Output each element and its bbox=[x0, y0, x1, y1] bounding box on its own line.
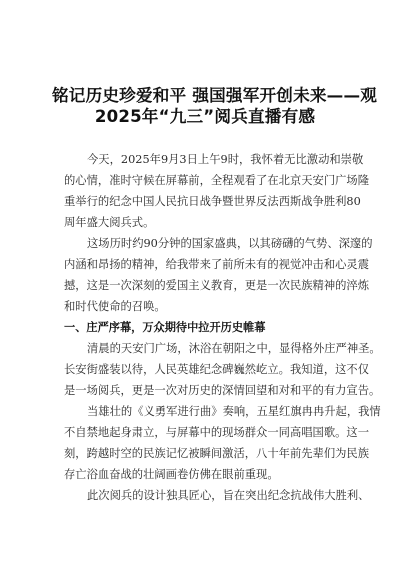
paragraph-1-line: 今天，2025年9月3日上午9时，我怀着无比激动和崇敬 bbox=[87, 153, 364, 166]
paragraph-3-line: 长安街盛装以待，人民英雄纪念碑巍然屹立。我知道，这不仅 bbox=[64, 363, 370, 376]
paragraph-4-line: 存亡浴血奋战的壮阔画卷仿佛在眼前重现。 bbox=[64, 468, 279, 481]
paragraph-5-line: 此次阅兵的设计独具匠心，旨在突出纪念抗战伟大胜利、 bbox=[87, 489, 370, 502]
paragraph-4-line: 刻，跨越时空的民族记忆被瞬间激活，八十年前先辈们为民族 bbox=[64, 447, 370, 460]
paragraph-3-line: 清晨的天安门广场，沐浴在朝阳之中，显得格外庄严神圣。 bbox=[87, 342, 381, 355]
paragraph-3-line: 是一场阅兵，更是一次对历史的深情回望和对和平的有力宣告。 bbox=[64, 384, 381, 397]
article-title-line-2: 2025年“九三”阅兵直播有感 bbox=[94, 107, 316, 126]
paragraph-1-line: 周年盛大阅兵式。 bbox=[64, 216, 155, 229]
paragraph-2-line: 这场历时约90分钟的国家盛典，以其磅礴的气势、深邃的 bbox=[87, 237, 373, 250]
section-heading: 一、庄严序幕，万众期待中拉开历史帷幕 bbox=[64, 321, 266, 334]
paragraph-1-line: 重举行的纪念中国人民抗日战争暨世界反法西斯战争胜利80 bbox=[64, 195, 361, 208]
article-title-line-1: 铭记历史珍爱和平 强国强军开创未来——观 bbox=[52, 86, 378, 105]
paragraph-4-line: 不自禁地起身肃立，与屏幕中的现场群众一同高唱国歌。这一 bbox=[64, 426, 370, 439]
paragraph-4-line: 当雄壮的《义勇军进行曲》奏响，五星红旗冉冉升起，我情 bbox=[87, 405, 381, 418]
paragraph-2-line: 内涵和昂扬的精神，给我带来了前所未有的视觉冲击和心灵震 bbox=[64, 258, 370, 271]
paragraph-2-line: 撼，这是一次深刻的爱国主义教育，更是一次民族精神的淬炼 bbox=[64, 279, 370, 292]
paragraph-1-line: 的心情，准时守候在屏幕前，全程观看了在北京天安门广场隆 bbox=[64, 174, 370, 187]
paragraph-2-line: 和时代使命的召唤。 bbox=[64, 300, 166, 313]
